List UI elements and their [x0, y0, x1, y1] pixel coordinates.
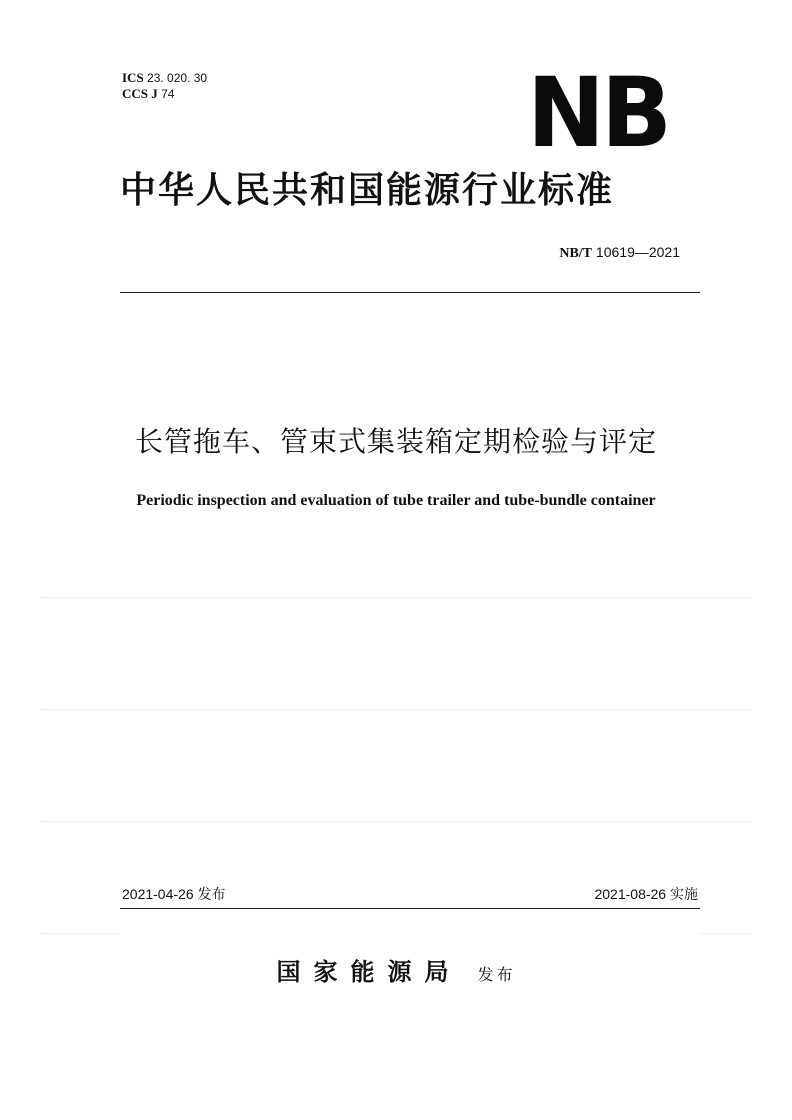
effective-date: 2021-08-26 实施	[594, 886, 698, 902]
publisher-suffix: 发布	[477, 965, 516, 984]
ccs-label: CCS J	[122, 86, 158, 101]
nb-logo: NB	[527, 57, 669, 169]
top-divider	[120, 292, 700, 293]
issue-date: 2021-04-26 发布	[122, 886, 226, 902]
ics-label: ICS	[122, 70, 144, 85]
document-title-english: Periodic inspection and evaluation of tube trailer and tube-bundle container	[136, 492, 656, 509]
document-title-chinese: 长管拖车、管束式集装箱定期检验与评定	[134, 425, 657, 458]
standard-number-value: 10619—2021	[595, 244, 680, 260]
industry-standard-title: 中华人民共和国能源行业标准	[120, 169, 615, 211]
faint-divider	[40, 709, 752, 710]
ccs-code	[122, 87, 174, 101]
ccs-value: 74	[161, 87, 175, 101]
ics-value: 23. 020. 30	[147, 71, 208, 85]
faint-divider	[40, 821, 752, 822]
faint-divider	[700, 933, 752, 934]
ics-code	[122, 71, 207, 85]
publisher-name: 国家能源局	[276, 957, 462, 986]
publisher	[0, 952, 792, 987]
standard-number-prefix: NB/T	[559, 246, 593, 261]
standard-number	[559, 244, 680, 262]
faint-divider	[40, 933, 120, 934]
bottom-divider	[120, 908, 700, 909]
faint-divider	[40, 597, 752, 598]
